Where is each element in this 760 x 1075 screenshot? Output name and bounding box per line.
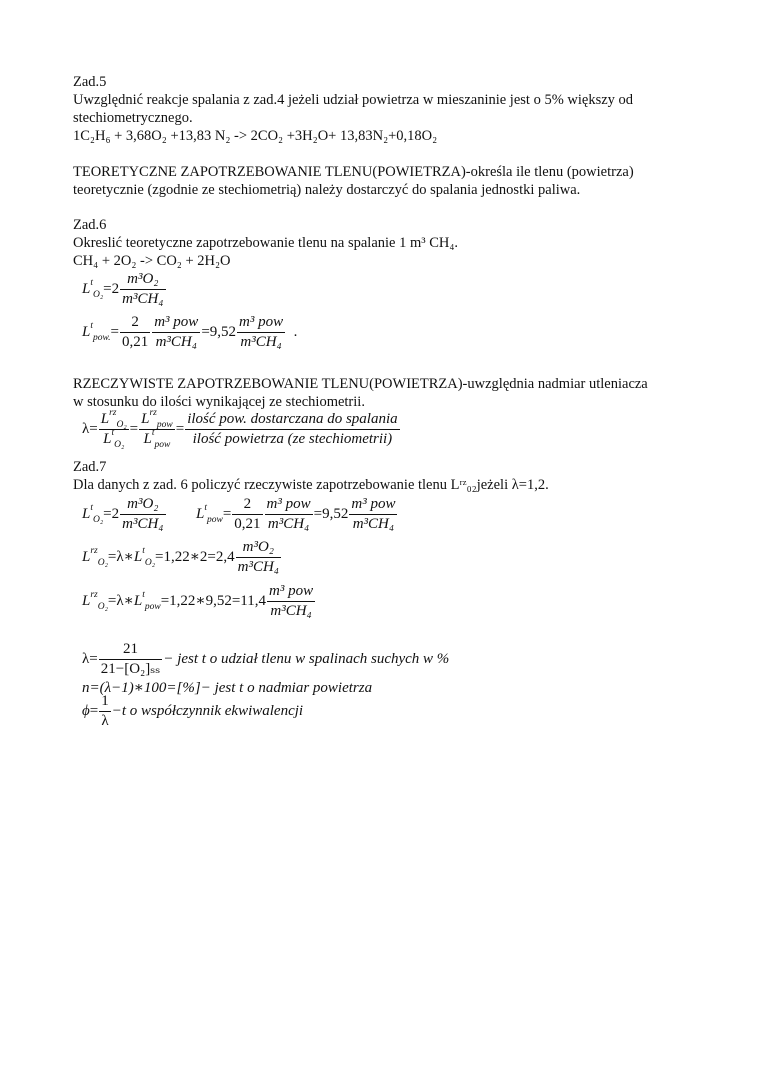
zad7-formula-actual-air: $L^{rz}_{O_2}=\lambda∗L^t_{pow}=1,22∗9,52=11,4$ m³ pow m³CH₄ xyxy=(82,583,314,619)
excess-air-definition: n=(λ−1)∗100=[%]− jest t o nadmiar powietrza xyxy=(82,680,373,696)
zad5-equation: 1C₂H₆ + 3,68O₂ +13,83 N₂ -> 2CO₂ +3H₂O+ 13,83N₂+0,18O₂ xyxy=(73,128,438,144)
theory-line1: TEORETYCZNE ZAPOTRZEBOWANIE TLENU(POWIETRZA)-określa ile tlenu (powietrza) xyxy=(73,164,634,180)
equivalence-ratio-definition: ϕ= $\frac{1}{\lambda}$ −t o współczynnik ekwiwalencji xyxy=(82,693,304,729)
lambda-definition: λ= $\frac{21}{\text{21−[O₂]ₛₛ}}$ − jest t o udział tlenu w spalinach suchych w % xyxy=(82,641,450,677)
zad7-formula-actual-oxygen: $L^{rz}_{O_2}=\lambda∗L^t_{O_2}=1,22∗2=2,4$ $\frac{\text{m³O₂}}{\text{m³CH₄}}$ xyxy=(82,539,280,575)
theory-line2: teoretycznie (zgodnie ze stechiometrią) należy dostarczyć do spalania jednostki paliwa. xyxy=(73,182,581,198)
zad6-reaction: CH₄ + 2O₂ -> CO₂ + 2H₂O xyxy=(73,253,231,269)
zad7-title: Zad.7 xyxy=(73,459,107,475)
zad6-line1: Okreslić teoretyczne zapotrzebowanie tlenu na spalanie 1 m³ CH₄. xyxy=(73,235,459,251)
lambda-ratio-formula: λ= $L^{rz}_{O_2}$ $L^t_{O_2}$ = $L^{rz}_{pow}$ $L^t_{pow}$ = ilość pow. dostarczana do spalania ilość powietrza (ze stechiometrii) xyxy=(82,408,398,450)
zad6-title: Zad.6 xyxy=(73,217,107,233)
actual-line1: RZECZYWISTE ZAPOTRZEBOWANIE TLENU(POWIETRZA)-uwzględnia nadmiar utleniacza xyxy=(73,376,648,392)
zad5-line1: Uwzględnić reakcje spalania z zad.4 jeżeli udział powietrza w mieszaninie jest o 5% większy od xyxy=(73,92,634,108)
zad7-formula-oxygen: $L^t_{O_2}=2$ $\frac{\text{m³O₂}}{\text{m³CH₄}}$ xyxy=(82,496,164,532)
zad5-title: Zad.5 xyxy=(73,74,107,90)
zad6-formula-oxygen: $L^t_{O_2}=2$ $\frac{\text{m³O₂}}{\text{m³CH₄}}$ xyxy=(82,271,164,307)
zad7-line1: Dla danych z zad. 6 policzyć rzeczywiste zapotrzebowanie tlenu Lʳᶻ₀₂jeżeli λ=1,2. xyxy=(73,477,549,493)
zad7-formula-air: $L^t_{pow}=$ $\frac{2}{0,21}$ m³ pow m³CH₄ =9,52 m³ pow m³CH₄ xyxy=(196,496,396,532)
zad6-formula-air: $L^t_{pow.}=$ $\frac{2}{0,21}$ m³ pow m³CH₄ =9,52 m³ pow m³CH₄ . xyxy=(82,314,298,350)
zad5-line2: stechiometrycznego. xyxy=(73,110,193,126)
actual-line2: w stosunku do ilości wynikającej ze stechiometrii. xyxy=(73,394,365,410)
